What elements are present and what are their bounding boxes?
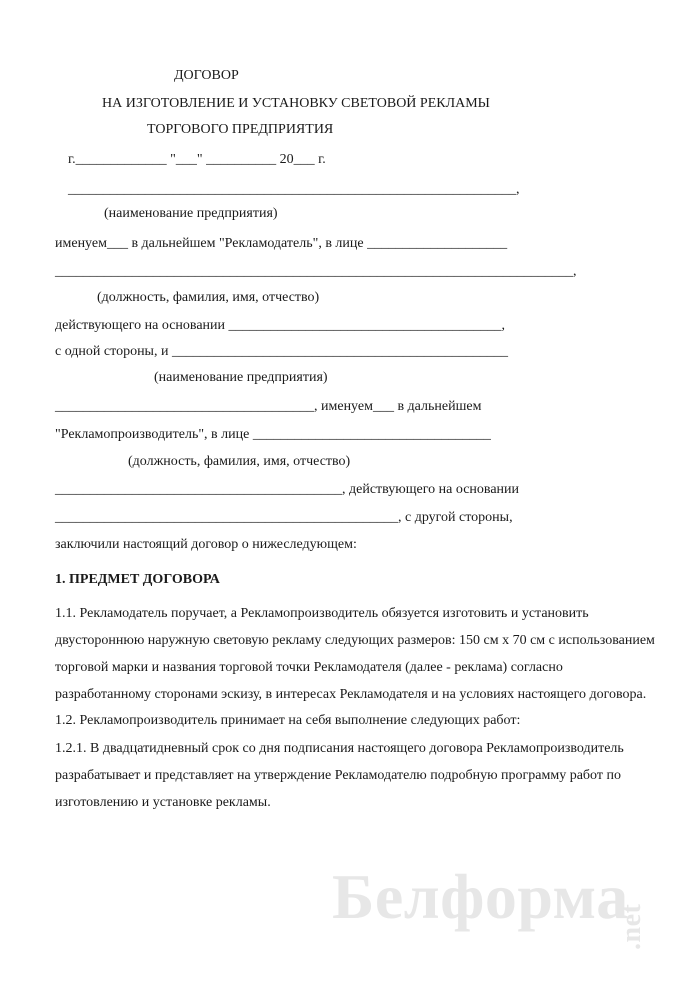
clause-1-2-1-line-3: изготовлению и установке рекламы. [55,795,271,810]
party1-basis-line: действующего на основании _______________________________________, [55,318,506,333]
title-line-3: ТОРГОВОГО ПРЕДПРИЯТИЯ [147,122,334,137]
party2-basis-line: _________________________________________, действующего на основании [55,482,520,497]
party1-role-line: именуем___ в дальнейшем "Рекламодатель", в лице ____________________ [55,236,508,251]
party2-basis-blank: _________________________________________________, с другой стороны, [55,510,513,525]
clause-1-2: 1.2. Рекламопроизводитель принимает на себя выполнение следующих работ: [55,713,521,728]
party1-rep-blank: __________________________________________________________________________, [55,264,577,279]
watermark-text: Белформа [332,861,629,932]
clause-1-2-1-line-2: разрабатывает и представляет на утверждение Рекламодателю подробную программу работ по [55,768,621,783]
party1-rep-note: (должность, фамилия, имя, отчество) [97,290,320,305]
watermark-logo [332,860,647,950]
party2-intro-line: с одной стороны, и ________________________________________________ [55,344,508,359]
party2-role-line: _____________________________________, именуем___ в дальнейшем [55,399,482,414]
party2-rep-line: "Рекламопроизводитель", в лице __________________________________ [55,427,491,442]
party2-name-note: (наименование предприятия) [154,370,328,385]
party1-name-note: (наименование предприятия) [104,206,278,221]
clause-1-1-line-1: 1.1. Рекламодатель поручает, а Рекламопроизводитель обязуется изготовить и установить [55,606,589,621]
clause-1-1-line-4: разработанному сторонами эскизу, в интересах Рекламодателя и на условиях настоящего договора. [55,687,647,702]
party1-name-blank: ________________________________________________________________, [68,182,520,197]
place-date-line: г._____________ "___" __________ 20___ г. [68,152,326,167]
watermark-suffix: .net [616,903,647,950]
agreement-intro: заключили настоящий договор о нижеследующем: [55,537,357,552]
clause-1-1-line-3: торговой марки и названия торговой точки Рекламодателя (далее - реклама) согласно [55,660,563,675]
party2-rep-note: (должность, фамилия, имя, отчество) [128,454,351,469]
title-line-1: ДОГОВОР [174,68,239,83]
clause-1-2-1-line-1: 1.2.1. В двадцатидневный срок со дня подписания настоящего договора Рекламопроизводитель [55,741,624,756]
clause-1-1-line-2: двустороннюю наружную световую рекламу следующих размеров: 150 см х 70 см с использованием [55,633,655,648]
title-line-2: НА ИЗГОТОВЛЕНИЕ И УСТАНОВКУ СВЕТОВОЙ РЕКЛАМЫ [102,96,490,111]
section-heading: 1. ПРЕДМЕТ ДОГОВОРА [55,572,220,587]
